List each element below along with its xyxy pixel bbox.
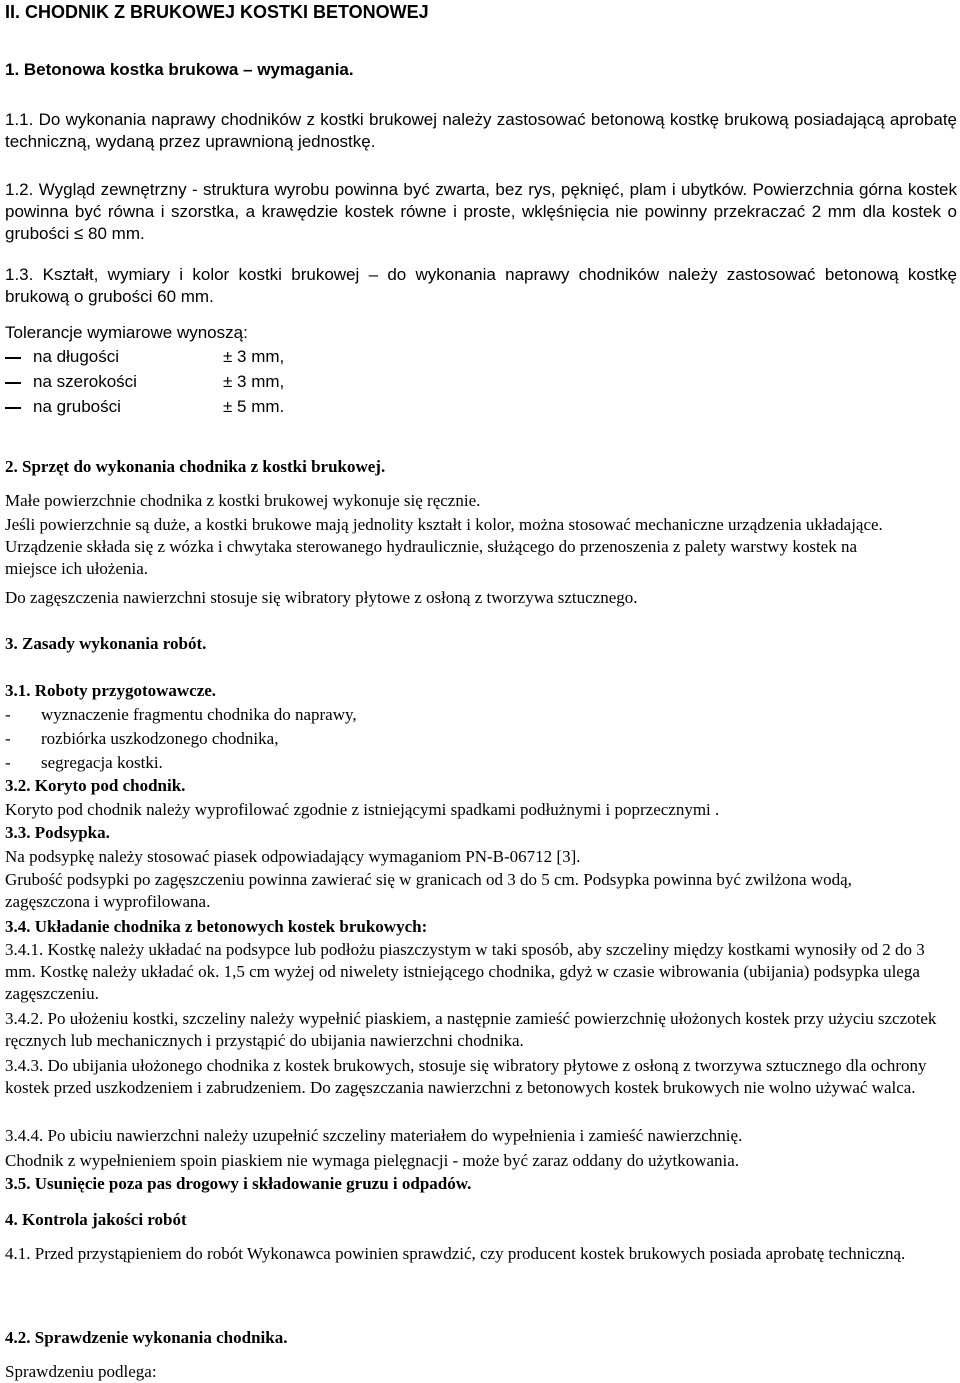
dash-bullet <box>5 357 21 359</box>
section-1-1-paragraph: 1.1. Do wykonania naprawy chodników z kostki brukowej należy zastosować betonową kostkę brukową posiadającą aprobatę techniczną, wydaną przez uprawnioną jednostkę. <box>5 110 957 151</box>
section-3-4-heading: 3.4. Układanie chodnika z betonowych kostek brukowych: <box>5 917 428 936</box>
section-1-2-paragraph: 1.2. Wygląd zewnętrzny - struktura wyrobu powinna być zwarta, bez rys, pęknięć, plam i ubytków. Powierzchnia górna kostek powinna być równa i szorstka, a krawędzie kostek równe i proste, wklęśnięcia nie powinny przekraczać 2 mm dla kostek o grubości ≤ 80 mm. <box>5 180 957 243</box>
section-4-1-text: 4.1. Przed przystąpieniem do robót Wykonawca powinien sprawdzić, czy producent kostek brukowych posiada aprobatę techniczną. <box>5 1244 906 1263</box>
tolerances-intro: Tolerancje wymiarowe wynoszą: <box>5 323 248 342</box>
section-3-4-4-text: 3.4.4. Po ubiciu nawierzchni należy uzupełnić szczeliny materiałem do wypełnienia i zamieść nawierzchnię. <box>5 1126 743 1145</box>
section-4-2-text: Sprawdzeniu podlega: <box>5 1362 157 1381</box>
section-2-paragraph-2: Jeśli powierzchnie są duże, a kostki brukowe mają jednolity kształt i kolor, można stosować mechaniczne urządzenia układające. Urządzenie składa się z wózka i chwytaka sterowanego hydraulicznie, służącego do przenoszenia z palety warstwy kostek na miejsce ich ułożenia. <box>5 515 883 578</box>
section-3-4-1-text: 3.4.1. Kostkę należy układać na podsypce lub podłożu piaszczystym w taki sposób, aby szczeliny między kostkami wynosiły od 2 do 3 mm. Kostkę należy układać ok. 1,5 cm wyżej od niwelety istniejącego chodnika, gdyż w czasie wibrowania (ubijania) podsypka ulega zagęszczeniu. <box>5 940 925 1003</box>
tolerance-label: na grubości <box>33 397 121 416</box>
tolerance-row <box>5 346 405 370</box>
section-3-5-heading: 3.5. Usunięcie poza pas drogowy i składowanie gruzu i odpadów. <box>5 1174 472 1193</box>
section-1-heading: 1. Betonowa kostka brukowa – wymagania. <box>5 60 354 79</box>
section-3-1-heading: 3.1. Roboty przygotowawcze. <box>5 681 217 700</box>
tolerance-value: ± 3 mm, <box>223 372 285 391</box>
section-2-heading: 2. Sprzęt do wykonania chodnika z kostki brukowej. <box>5 457 386 476</box>
section-3-3-text-1: Na podsypkę należy stosować piasek odpowiadający wymaganiom PN-B-06712 [3]. <box>5 847 581 866</box>
section-3-4-3-text: 3.4.3. Do ubijania ułożonego chodnika z kostek brukowych, stosuje się wibratory płytowe z osłoną z tworzywa sztucznego dla ochrony kostek przed uszkodzeniem i zabrudzeniem. Do zagęszczania nawierzchni z betonowych kostek brukowych nie wolno używać walca. <box>5 1056 927 1097</box>
tolerance-value: ± 5 mm. <box>223 397 285 416</box>
section-4-2-heading: 4.2. Sprawdzenie wykonania chodnika. <box>5 1328 288 1347</box>
list-item-text: wyznaczenie fragmentu chodnika do naprawy, <box>41 705 357 724</box>
list-item-text: segregacja kostki. <box>41 753 163 772</box>
section-2-paragraph-1: Małe powierzchnie chodnika z kostki brukowej wykonuje się ręcznie. <box>5 491 481 510</box>
list-marker: - <box>5 729 11 748</box>
section-3-3-text-2: Grubość podsypki po zagęszczeniu powinna zawierać się w granicach od 3 do 5 cm. Podsypka powinna być zwilżona wodą, zagęszczona i wyprofilowana. <box>5 870 852 911</box>
section-3-2-heading: 3.2. Koryto pod chodnik. <box>5 776 186 795</box>
document-title: II. CHODNIK Z BRUKOWEJ KOSTKI BETONOWEJ <box>5 2 429 22</box>
section-1-3-paragraph: 1.3. Kształt, wymiary i kolor kostki brukowej – do wykonania naprawy chodników należy zastosować betonową kostkę brukową o grubości 60 mm. <box>5 265 957 306</box>
section-2-paragraph-3: Do zagęszczenia nawierzchni stosuje się wibratory płytowe z osłoną z tworzywa sztucznego. <box>5 588 638 607</box>
section-3-3-heading: 3.3. Podsypka. <box>5 823 110 842</box>
tolerance-value: ± 3 mm, <box>223 347 285 366</box>
section-3-heading: 3. Zasady wykonania robót. <box>5 634 207 653</box>
tolerance-label: na długości <box>33 347 120 366</box>
list-marker: - <box>5 705 11 724</box>
tolerance-row <box>5 396 405 420</box>
list-marker: - <box>5 753 11 772</box>
dash-bullet <box>5 407 21 409</box>
section-3-4-2-text: 3.4.2. Po ułożeniu kostki, szczeliny należy wypełnić piaskiem, a następnie zamieść powierzchnię ułożonych kostek przy użyciu szczotek ręcznych lub mechanicznych i przystąpić do ubijania nawierzchni chodnika. <box>5 1009 937 1050</box>
tolerance-label: na szerokości <box>33 372 137 391</box>
list-item-text: rozbiórka uszkodzonego chodnika, <box>41 729 279 748</box>
section-3-2-text: Koryto pod chodnik należy wyprofilować zgodnie z istniejącymi spadkami podłużnymi i poprzecznymi . <box>5 800 720 819</box>
section-3-4-4-note: Chodnik z wypełnieniem spoin piaskiem nie wymaga pielęgnacji - może być zaraz oddany do użytkowania. <box>5 1151 740 1170</box>
tolerance-row <box>5 371 405 395</box>
section-4-heading: 4. Kontrola jakości robót <box>5 1210 187 1229</box>
dash-bullet <box>5 382 21 384</box>
